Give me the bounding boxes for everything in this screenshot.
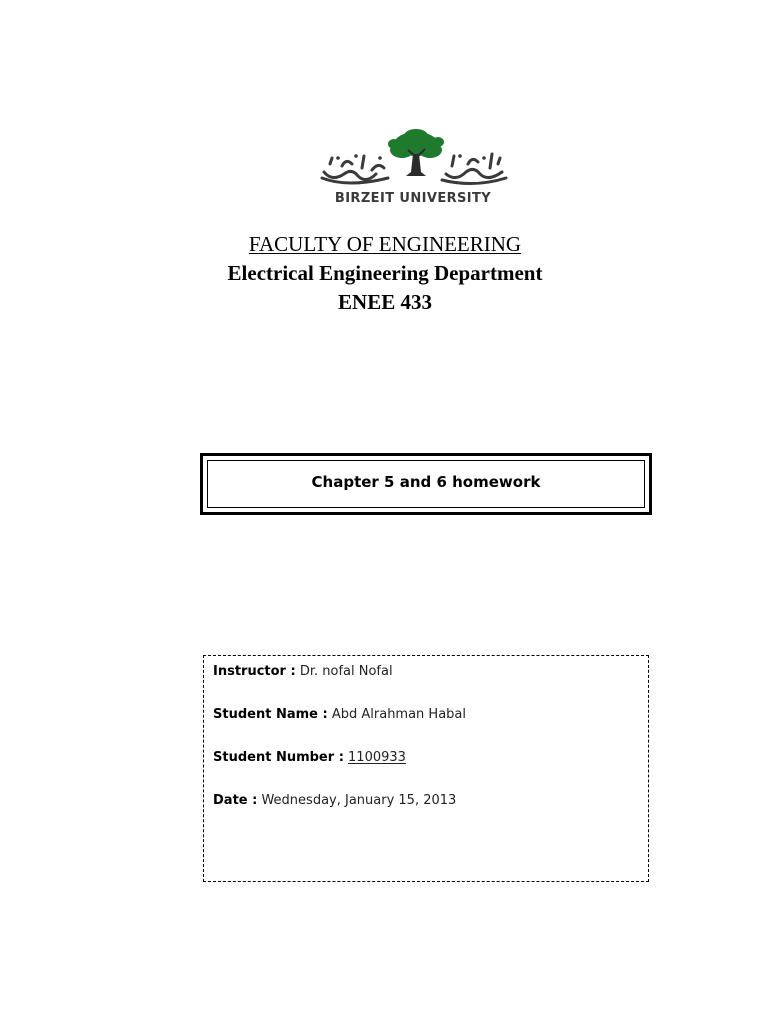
instructor-label: Instructor :	[213, 664, 296, 679]
header-titles	[195, 230, 575, 317]
department-title: Electrical Engineering Department	[227, 261, 543, 285]
olive-tree-icon	[318, 128, 508, 190]
faculty-title: FACULTY OF ENGINEERING	[248, 232, 522, 256]
university-logo	[318, 128, 508, 208]
student-name-value: Abd Alrahman Habal	[331, 707, 467, 722]
logo-wordmark: BIRZEIT UNIVERSITY	[334, 191, 492, 206]
student-number-value: 1100933	[348, 750, 406, 765]
homework-title: Chapter 5 and 6 homework	[311, 473, 541, 491]
student-number-label: Student Number :	[213, 750, 344, 765]
student-name-label: Student Name :	[213, 707, 328, 722]
homework-title-box-inner	[207, 460, 645, 508]
instructor-row	[213, 664, 393, 679]
student-number-row	[213, 750, 406, 765]
homework-title-box	[200, 453, 652, 515]
course-code: ENEE 433	[338, 290, 432, 314]
student-info-box	[203, 655, 649, 882]
instructor-value: Dr. nofal Nofal	[299, 664, 393, 679]
date-label: Date :	[213, 793, 258, 808]
date-value: Wednesday, January 15, 2013	[261, 793, 457, 808]
student-name-row	[213, 707, 466, 722]
date-row	[213, 793, 456, 808]
